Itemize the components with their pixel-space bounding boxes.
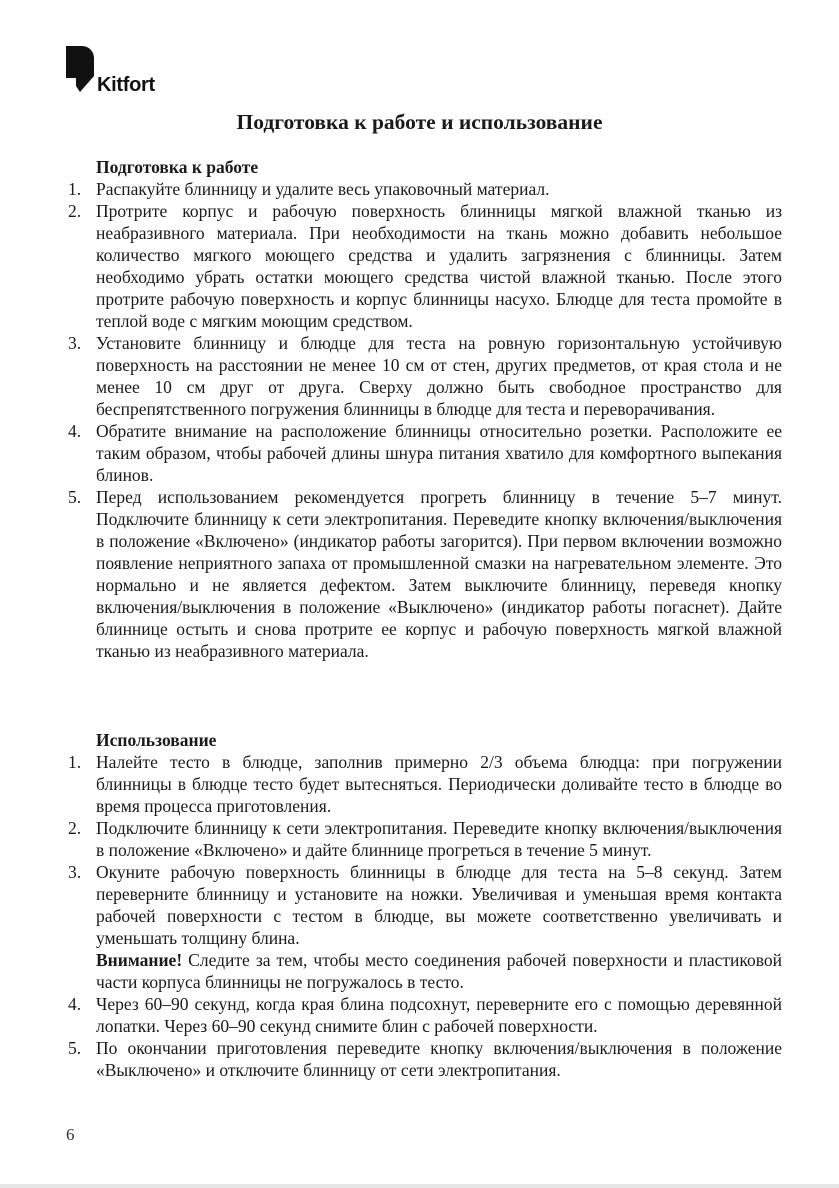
list-item xyxy=(68,751,782,817)
use-section xyxy=(68,729,782,1081)
item-number: 1. xyxy=(68,179,82,199)
list-item xyxy=(68,861,782,949)
warning-note xyxy=(68,949,782,993)
item-text: Окуните рабочую поверхность блинницы в блюдце для теста на 5–8 секунд. Затем переверните блинницу и установите на ножки. Увеличивая и уменьшая время контакта рабочей поверхности с тестом в блюдце, вы можете соответственно увеличивать и уменьшать толщину блина. xyxy=(96,862,782,948)
use-list xyxy=(68,751,782,949)
item-number: 3. xyxy=(68,333,82,353)
prep-list xyxy=(68,178,782,662)
item-number: 2. xyxy=(68,201,82,221)
use-list-continued xyxy=(68,993,782,1081)
item-text: Подключите блинницу к сети электропитания. Переведите кнопку включения/выключения в положение «Включено» и дайте блиннице прогреться в течение 5 минут. xyxy=(96,818,782,860)
list-item xyxy=(68,200,782,332)
warning-text: Следите за тем, чтобы место соединения рабочей поверхности и пластиковой части корпуса блинницы не погружалось в тесто. xyxy=(96,950,782,992)
item-number: 4. xyxy=(68,421,82,441)
warning-label: Внимание! xyxy=(96,950,183,970)
page-number: 6 xyxy=(66,1125,75,1144)
item-text: Протрите корпус и рабочую поверхность блинницы мягкой влажной тканью из неабразивного материала. При необходимости на ткань можно добавить небольшое количество мягкого моющего средства и удалить загрязнения с блинницы. Затем необходимо убрать остатки моющего средства чистой влажной тканью. После этого протрите рабочую поверхность и корпус блинницы насухо. Блюдце для теста промойте в теплой воде с мягким моющим средством. xyxy=(96,201,782,331)
list-item xyxy=(68,420,782,486)
bottom-divider xyxy=(0,1184,839,1188)
kitfort-logo-icon xyxy=(66,46,94,92)
use-heading: Использование xyxy=(96,730,217,750)
item-number: 1. xyxy=(68,752,82,772)
item-text: Перед использованием рекомендуется прогреть блинницу в течение 5–7 минут. Подключите блинницу к сети электропитания. Переведите кнопку включения/выключения в положение «Включено» (индикатор работы загорится). При первом включении возможно появление неприятного запаха от промышленной смазки на нагревательном элементе. Это нормально и не является дефектом. Затем выключите блинницу, переведя кнопку включения/выключения в положение «Выключено» (индикатор работы погаснет). Дайте блиннице остыть и снова протрите ее корпус и рабочую поверхность мягкой влажной тканью из неабразивного материала. xyxy=(96,487,782,661)
item-text: По окончании приготовления переведите кнопку включения/выключения в положение «Выключено» и отключите блинницу от сети электропитания. xyxy=(96,1038,782,1080)
list-item xyxy=(68,1037,782,1081)
list-item xyxy=(68,332,782,420)
list-item xyxy=(68,486,782,662)
brand-logo xyxy=(66,46,176,96)
list-item xyxy=(68,178,782,200)
page-title: Подготовка к работе и использование xyxy=(236,110,603,134)
item-number: 4. xyxy=(68,994,82,1014)
item-number: 5. xyxy=(68,1038,82,1058)
item-text: Установите блинницу и блюдце для теста на ровную горизонтальную устойчивую поверхность на расстоянии не менее 10 см от стен, других предметов, от края стола и не менее 10 см друг от друга. Сверху должно быть свободное пространство для беспрепятственного погружения блинницы в блюдце для теста и переворачивания. xyxy=(96,333,782,419)
item-text: Распакуйте блинницу и удалите весь упаковочный материал. xyxy=(96,179,550,199)
item-number: 2. xyxy=(68,818,82,838)
item-text: Через 60–90 секунд, когда края блина подсохнут, переверните его с помощью деревянной лопатки. Через 60–90 секунд снимите блин с рабочей поверхности. xyxy=(96,994,782,1036)
prep-heading: Подготовка к работе xyxy=(96,157,259,177)
brand-name: Kitfort xyxy=(97,74,155,96)
item-number: 5. xyxy=(68,487,82,507)
list-item xyxy=(68,993,782,1037)
item-number: 3. xyxy=(68,862,82,882)
prep-section xyxy=(68,156,782,662)
item-text: Налейте тесто в блюдце, заполнив примерно 2/3 объема блюдца: при погружении блинницы в блюдце тесто будет вытесняться. Периодически доливайте тесто в блюдце во время процесса приготовления. xyxy=(96,752,782,816)
list-item xyxy=(68,817,782,861)
item-text: Обратите внимание на расположение блинницы относительно розетки. Расположите ее таким образом, чтобы рабочей длины шнура питания хватило для комфортного выпекания блинов. xyxy=(96,421,782,485)
